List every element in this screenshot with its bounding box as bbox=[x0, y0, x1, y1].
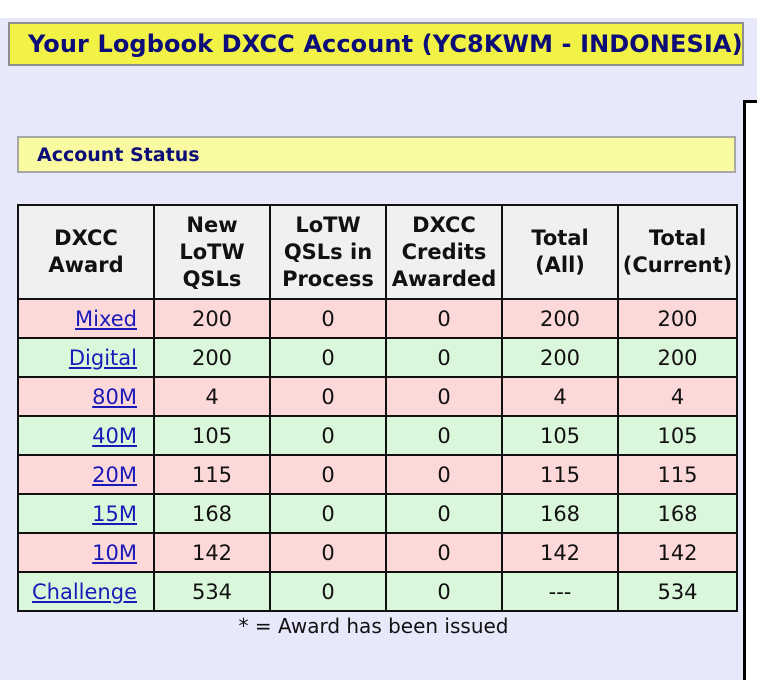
award-cell bbox=[18, 377, 154, 416]
total-all-cell: 168 bbox=[502, 494, 618, 533]
new-lotw-cell: 4 bbox=[154, 377, 270, 416]
table-row bbox=[18, 494, 737, 533]
award-link-15m[interactable]: 15M bbox=[92, 501, 137, 526]
total-all-cell: --- bbox=[502, 572, 618, 611]
credits-cell: 0 bbox=[386, 455, 502, 494]
page-title: Your Logbook DXCC Account (YC8KWM - INDONESIA) bbox=[28, 30, 743, 58]
total-all-cell: 115 bbox=[502, 455, 618, 494]
total-all-cell: 200 bbox=[502, 299, 618, 338]
total-all-cell: 105 bbox=[502, 416, 618, 455]
credits-cell: 0 bbox=[386, 416, 502, 455]
total-current-cell: 115 bbox=[618, 455, 737, 494]
total-all-cell: 200 bbox=[502, 338, 618, 377]
table-row bbox=[18, 377, 737, 416]
section-title: Account Status bbox=[37, 143, 200, 166]
col-header-in-process: LoTW QSLs in Process bbox=[270, 205, 386, 299]
total-current-cell: 200 bbox=[618, 299, 737, 338]
dxcc-account-table bbox=[17, 204, 738, 612]
col-header-award: DXCC Award bbox=[18, 205, 154, 299]
in-process-cell: 0 bbox=[270, 533, 386, 572]
award-cell bbox=[18, 494, 154, 533]
award-link-40m[interactable]: 40M bbox=[92, 423, 137, 448]
col-header-credits: DXCC Credits Awarded bbox=[386, 205, 502, 299]
new-lotw-cell: 534 bbox=[154, 572, 270, 611]
table-row bbox=[18, 338, 737, 377]
table-row bbox=[18, 533, 737, 572]
award-link-digital[interactable]: Digital bbox=[68, 345, 137, 370]
new-lotw-cell: 115 bbox=[154, 455, 270, 494]
new-lotw-cell: 200 bbox=[154, 299, 270, 338]
page-header bbox=[8, 22, 744, 66]
award-link-20m[interactable]: 20M bbox=[92, 462, 137, 487]
award-link-challenge[interactable]: Challenge bbox=[32, 579, 137, 604]
award-link-80m[interactable]: 80M bbox=[92, 384, 137, 409]
col-header-total-all: Total (All) bbox=[502, 205, 618, 299]
in-process-cell: 0 bbox=[270, 572, 386, 611]
right-side-panel bbox=[743, 100, 757, 680]
new-lotw-cell: 200 bbox=[154, 338, 270, 377]
award-cell bbox=[18, 455, 154, 494]
award-cell bbox=[18, 533, 154, 572]
total-current-cell: 4 bbox=[618, 377, 737, 416]
credits-cell: 0 bbox=[386, 377, 502, 416]
award-footnote: * = Award has been issued bbox=[238, 614, 509, 638]
new-lotw-cell: 105 bbox=[154, 416, 270, 455]
total-current-cell: 142 bbox=[618, 533, 737, 572]
in-process-cell: 0 bbox=[270, 338, 386, 377]
in-process-cell: 0 bbox=[270, 455, 386, 494]
total-current-cell: 200 bbox=[618, 338, 737, 377]
credits-cell: 0 bbox=[386, 338, 502, 377]
in-process-cell: 0 bbox=[270, 416, 386, 455]
award-link-10m[interactable]: 10M bbox=[92, 540, 137, 565]
total-all-cell: 142 bbox=[502, 533, 618, 572]
award-cell bbox=[18, 338, 154, 377]
credits-cell: 0 bbox=[386, 299, 502, 338]
award-cell bbox=[18, 299, 154, 338]
in-process-cell: 0 bbox=[270, 494, 386, 533]
table-row bbox=[18, 572, 737, 611]
in-process-cell: 0 bbox=[270, 299, 386, 338]
top-strip bbox=[0, 0, 757, 18]
award-cell bbox=[18, 572, 154, 611]
credits-cell: 0 bbox=[386, 533, 502, 572]
new-lotw-cell: 142 bbox=[154, 533, 270, 572]
table-row bbox=[18, 455, 737, 494]
award-link-mixed[interactable]: Mixed bbox=[75, 306, 137, 331]
credits-cell: 0 bbox=[386, 494, 502, 533]
total-current-cell: 534 bbox=[618, 572, 737, 611]
new-lotw-cell: 168 bbox=[154, 494, 270, 533]
col-header-total-current: Total (Current) bbox=[618, 205, 737, 299]
award-cell bbox=[18, 416, 154, 455]
total-all-cell: 4 bbox=[502, 377, 618, 416]
in-process-cell: 0 bbox=[270, 377, 386, 416]
credits-cell: 0 bbox=[386, 572, 502, 611]
col-header-new-lotw: New LoTW QSLs bbox=[154, 205, 270, 299]
table-row bbox=[18, 416, 737, 455]
table-header-row bbox=[18, 205, 737, 299]
account-status-header bbox=[17, 136, 736, 173]
total-current-cell: 105 bbox=[618, 416, 737, 455]
table-row bbox=[18, 299, 737, 338]
total-current-cell: 168 bbox=[618, 494, 737, 533]
